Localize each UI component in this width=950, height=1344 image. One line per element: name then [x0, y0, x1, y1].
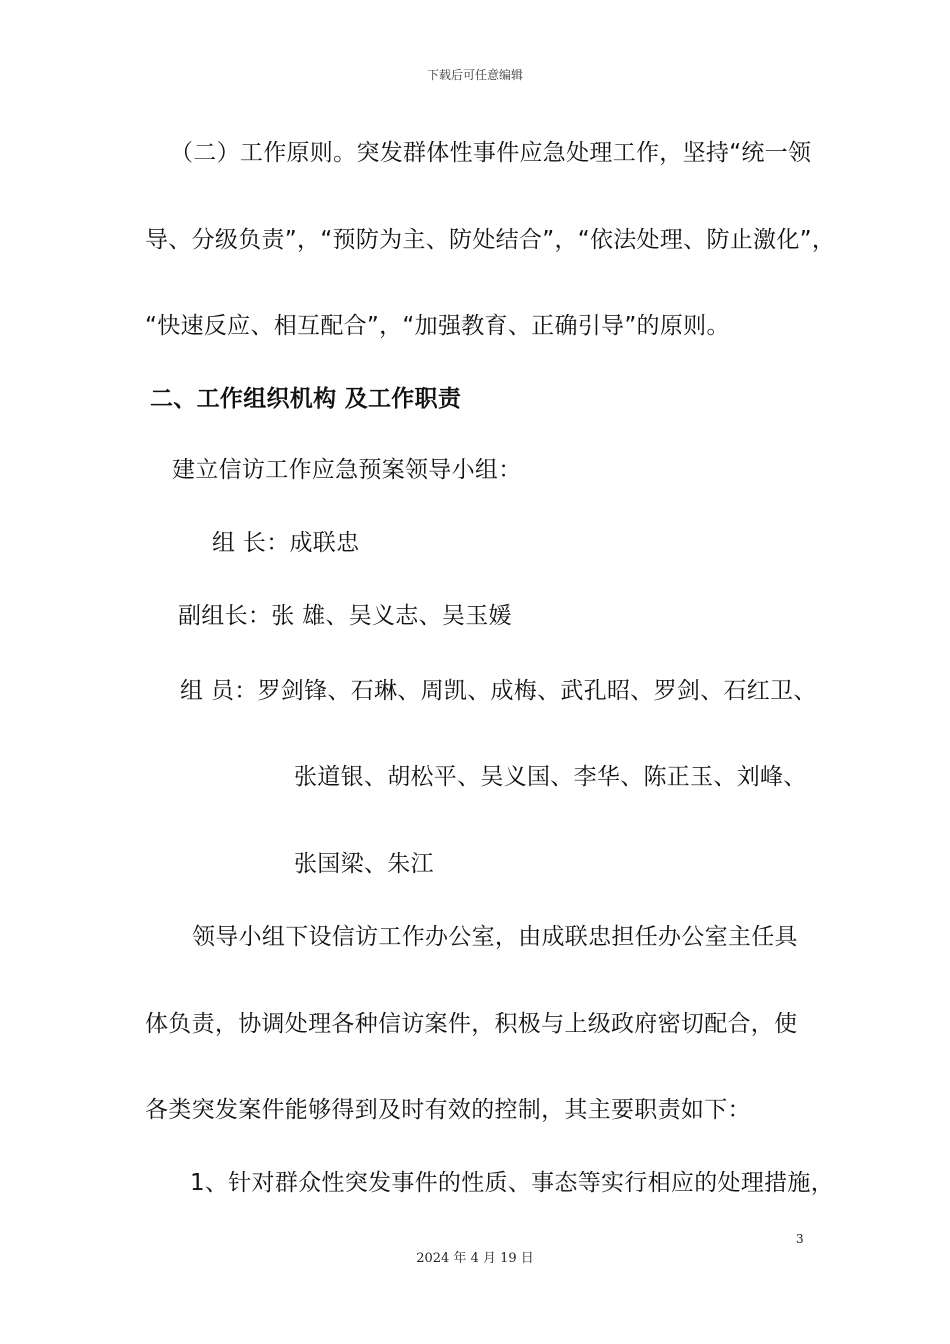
members-line-2: 张道银、胡松平、吴义国、李华、陈正玉、刘峰、	[294, 764, 807, 790]
members-line-3: 张国梁、朱江	[294, 851, 434, 877]
office-paragraph-line-2: 体负责，协调处理各种信访案件，积极与上级政府密切配合，使	[145, 1011, 798, 1037]
group-leader: 组 长：成联忠	[212, 530, 360, 556]
footer-date: 2024 年 4 月 19 日	[416, 1251, 534, 1266]
deputy-leaders: 副组长：张 雄、吴义志、吴玉媛	[178, 603, 512, 629]
page-number: 3	[796, 1232, 804, 1246]
principle-paragraph-line-3: “快速反应、相互配合”，“加强教育、正确引导”的原则。	[145, 313, 730, 339]
principle-paragraph-line-1: （二）工作原则。突发群体性事件应急处理工作，坚持“统一领	[170, 140, 812, 166]
members-line-1: 组 员：罗剑锋、石琳、周凯、成梅、武孔昭、罗剑、石红卫、	[180, 678, 817, 704]
page-header: 下载后可任意编辑	[426, 68, 523, 82]
office-paragraph-line-1: 领导小组下设信访工作办公室，由成联忠担任办公室主任具	[192, 924, 798, 950]
duty-item-1: 1、针对群众性突发事件的性质、事态等实行相应的处理措施，	[190, 1170, 835, 1196]
section-heading: 二、工作组织机构 及工作职责	[150, 386, 462, 412]
principle-paragraph-line-2: 导、分级负责”，“预防为主、防处结合”，“依法处理、防止激化”，	[145, 227, 836, 253]
office-paragraph-line-3: 各类突发案件能够得到及时有效的控制，其主要职责如下：	[145, 1097, 751, 1123]
group-intro: 建立信访工作应急预案领导小组：	[172, 457, 522, 483]
